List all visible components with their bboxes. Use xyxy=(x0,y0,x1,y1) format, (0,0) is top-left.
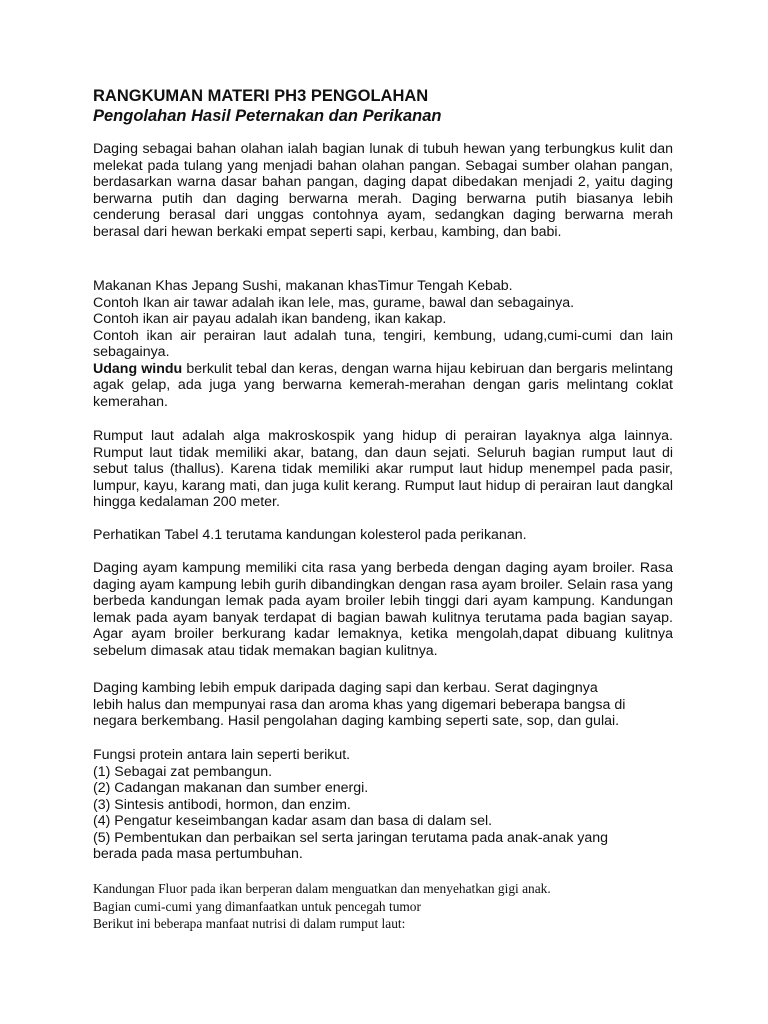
paragraph-tabel: Perhatikan Tabel 4.1 terutama kandungan kolesterol pada perikanan. xyxy=(93,527,527,543)
serif-notes xyxy=(93,880,551,933)
paragraph-rumput-laut: Rumput laut adalah alga makroskospik yang hidup di perairan layaknya alga lainnya. Rumput laut tidak memiliki akar, batang, dan daun sejati. Seluruh bagian rumput laut di sebut talus (thallus). Karena tidak memiliki akar rumput laut hidup menempel pada pasir, lumpur, kayu, karang mati, dan juga kulit kerang. Rumput laut hidup di perairan laut dangkal hingga kedalaman 200 meter. xyxy=(93,428,673,510)
udang-windu-label: Udang windu xyxy=(93,360,183,377)
document-subtitle: Pengolahan Hasil Peternakan dan Perikanan xyxy=(93,107,442,125)
line-air-tawar: Contoh Ikan air tawar adalah ikan lele, mas, gurame, bawal dan sebagainya. xyxy=(93,294,575,311)
paragraph-daging: Daging sebagai bahan olahan ialah bagian lunak di tubuh hewan yang terbungkus kulit dan melekat pada tulang yang menjadi bahan olahan pangan. Sebagai sumber olahan pangan, berdasarkan warna dasar bahan pangan, daging dapat dibedakan menjadi 2, yaitu daging berwarna putih dan daging berwarna merah. Daging berwarna putih biasanya lebih cenderung berasal dari unggas contohnya ayam, sedangkan daging berwarna merah berasal dari hewan berkaki empat seperti sapi, kerbau, kambing, dan babi. xyxy=(93,141,673,240)
list-item: (5) Pembentukan dan perbaikan sel serta jaringan terutama pada anak-anak yang xyxy=(93,829,609,846)
list-item: (1) Sebagai zat pembangun. xyxy=(93,763,273,780)
kambing-line: lebih halus dan mempunyai rasa dan aroma khas yang digemari beberapa bangsa di xyxy=(93,696,626,713)
paragraph-contoh xyxy=(93,278,673,410)
paragraph-kambing xyxy=(93,680,673,730)
kambing-line: Daging kambing lebih empuk daripada daging sapi dan kerbau. Serat dagingnya xyxy=(93,680,598,696)
list-item: (2) Cadangan makanan dan sumber energi. xyxy=(93,780,369,796)
paragraph-ayam: Daging ayam kampung memiliki cita rasa yang berbeda dengan daging ayam broiler. Rasa daging ayam kampung lebih gurih dibandingkan dengan rasa ayam broiler. Selain rasa yang berbeda kandungan lemak pada ayam broiler lebih tinggi dari ayam kampung. Kandungan lemak pada ayam banyak terdapat di bagian bawah kulitnya terutama pada bagian sayap. Agar ayam broiler berkurang kadar lemaknya, ketika mengolah,dapat dibuang kulitnya sebelum dimasak atau tidak memakan bagian kulitnya. xyxy=(93,560,673,659)
list-item: (3) Sintesis antibodi, hormon, dan enzim. xyxy=(93,796,351,813)
document-title: RANGKUMAN MATERI PH3 PENGOLAHAN xyxy=(93,87,429,105)
note-rumput-laut: Berikut ini beberapa manfaat nutrisi di dalam rumput laut: xyxy=(93,916,406,931)
list-item: (4) Pengatur keseimbangan kadar asam dan basa di dalam sel. xyxy=(93,813,493,829)
udang-windu-text xyxy=(93,361,673,411)
note-fluor: Kandungan Fluor pada ikan berperan dalam menguatkan dan menyehatkan gigi anak. xyxy=(93,881,551,896)
udang-windu-description: berkulit tebal dan keras, dengan warna hijau kebiruan dan bergaris melintang agak gelap, ada juga yang berwarna kemerah-merahan dengan garis melintang coklat kemerahan. xyxy=(93,360,673,410)
fungsi-intro: Fungsi protein antara lain seperti berikut. xyxy=(93,747,351,763)
kambing-line: negara berkembang. Hasil pengolahan daging kambing seperti sate, sop, dan gulai. xyxy=(93,713,620,729)
list-item: berada pada masa pertumbuhan. xyxy=(93,846,303,862)
fungsi-protein-list xyxy=(93,747,673,863)
line-air-payau: Contoh ikan air payau adalah ikan bandeng, ikan kakap. xyxy=(93,311,447,327)
note-cumi: Bagian cumi-cumi yang dimanfaatkan untuk pencegah tumor xyxy=(93,898,421,914)
line-sushi: Makanan Khas Jepang Sushi, makanan khasTimur Tengah Kebab. xyxy=(93,278,513,294)
line-air-laut: Contoh ikan air perairan laut adalah tuna, tengiri, kembung, udang,cumi-cumi dan lain sebagainya. xyxy=(93,327,673,360)
